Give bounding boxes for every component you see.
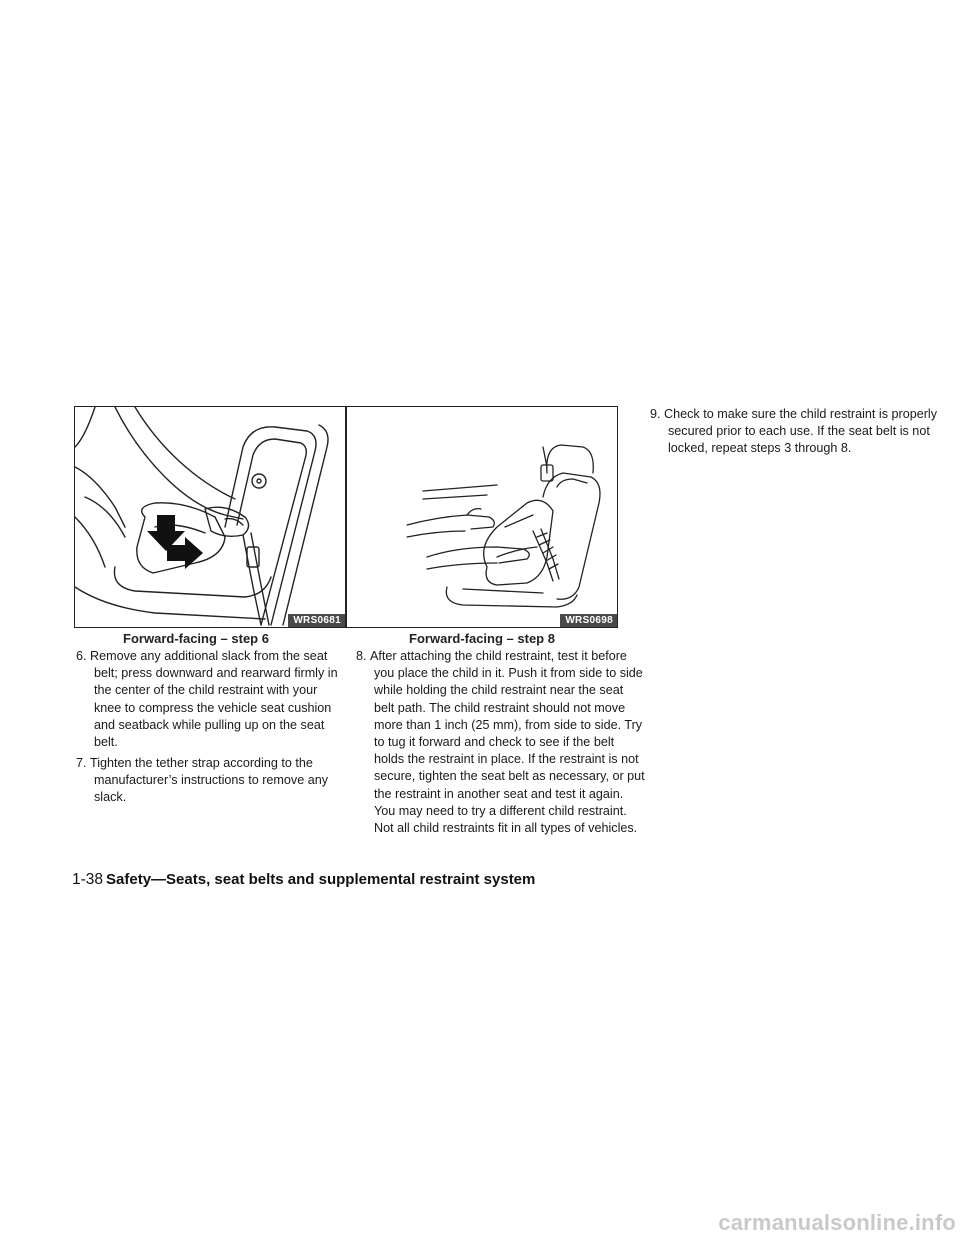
step-text: Tighten the tether strap according to the manufacturer’s instructions to remove any slack. (90, 756, 329, 805)
step-7 (76, 755, 346, 807)
figure-code: WRS0698 (560, 614, 617, 627)
step-number: 7. (76, 756, 87, 770)
page-footer (72, 871, 535, 889)
figure-caption: Forward-facing – step 6 (123, 631, 269, 646)
step-text: Check to make sure the child restraint is properly secured prior to each use. If the seat belt is not locked, repeat steps 3 through 8. (664, 407, 937, 456)
page-number: 1-38 (72, 871, 104, 888)
watermark: carmanualsonline.info (718, 1210, 956, 1235)
step-text: Remove any additional slack from the seat belt; press downward and rearward firmly in the center of the child restraint with your knee to compress the vehicle seat cushion and seatback while pulling up on the seat belt. (90, 649, 338, 750)
illustration-push-test (347, 407, 618, 628)
figure-step-8 (346, 406, 618, 628)
step-number: 8. (356, 649, 367, 663)
step-8 (356, 648, 646, 837)
figure-step-6 (74, 406, 346, 628)
step-6 (76, 648, 346, 751)
illustration-knee-press (75, 407, 346, 628)
step-9 (650, 406, 940, 458)
step-text: After attaching the child restraint, test it before you place the child in it. Push it from side to side while holding the child restraint near the seat belt path. The child restraint should not move more than 1 inch (25 mm), from side to side. Try to tug it forward and check to see if the belt holds the restraint in place. If the restraint is not secure, tighten the seat belt as necessary, or put the restraint in another seat and test it again. You may need to try a different child restraint. Not all child restraints fit in all types of vehicles. (370, 649, 645, 836)
step-number: 6. (76, 649, 87, 663)
step-number: 9. (650, 407, 661, 421)
section-title: Safety—Seats, seat belts and supplemental restraint system (106, 871, 536, 888)
figure-code: WRS0681 (288, 614, 345, 627)
figure-caption: Forward-facing – step 8 (409, 631, 555, 646)
